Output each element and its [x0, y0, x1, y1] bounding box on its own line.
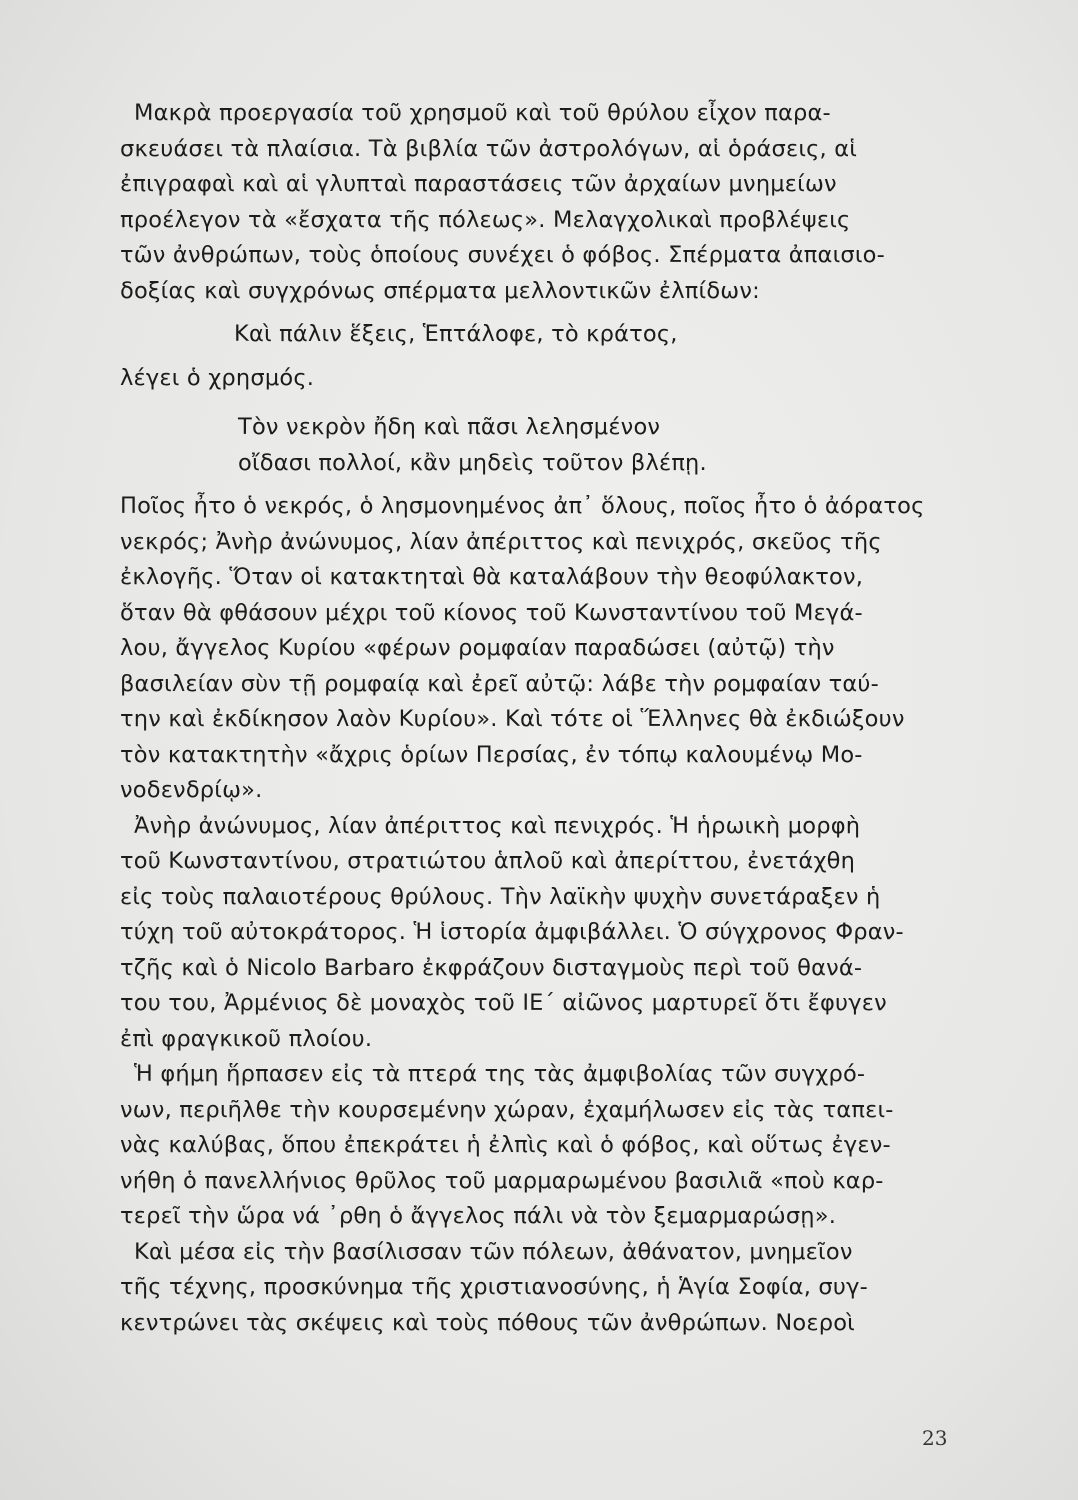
text-line: την καὶ ἐκδίκησον λαὸν Κυρίου». Καὶ τότε οἱ Ἕλληνες θὰ ἐκδιώξουν	[120, 706, 905, 732]
text-line: τζῆς καὶ ὁ Nicolo Barbaro ἐκφράζουν δισταγμοὺς περὶ τοῦ θανά-	[120, 954, 863, 981]
text-line: ἐπὶ φραγκικοῦ πλοίου.	[120, 1025, 373, 1052]
text-line: τὸν κατακτητὴν «ἄχρις ὁρίων Περσίας, ἐν τόπῳ καλουμένῳ Μο-	[120, 741, 863, 768]
text-line: λέγει ὁ χρησμός.	[120, 364, 315, 391]
text-line: σκευάσει τὰ πλαίσια. Τὰ βιβλία τῶν ἀστρολόγων, αἱ ὁράσεις, αἱ	[120, 135, 858, 162]
oracle-quote-line: Καὶ πάλιν ἕξεις, Ἑπτάλοφε, τὸ κράτος,	[234, 321, 678, 347]
text-line: βασιλείαν σὺν τῇ ρομφαίᾳ καὶ ἐρεῖ αὐτῷ: λάβε τὴν ρομφαίαν ταύ-	[120, 670, 879, 697]
text-line: νήθη ὁ πανελλήνιος θρῦλος τοῦ μαρμαρωμένου βασιλιᾶ «ποὺ καρ-	[120, 1167, 884, 1194]
text-line: ἐκλογῆς. Ὅταν οἱ κατακτηταὶ θὰ καταλάβουν τὴν θεοφύλακτον,	[120, 564, 864, 590]
text-line: νων, περιῆλθε τὴν κουρσεμένην χώραν, ἐχαμήλωσεν εἰς τὰς ταπει-	[120, 1096, 894, 1123]
paragraph-1	[120, 96, 938, 309]
text-line: νοδενδρίῳ».	[120, 777, 263, 803]
body-text	[120, 96, 938, 1341]
text-line: Καὶ μέσα εἰς τὴν βασίλισσαν τῶν πόλεων, ἀθάνατον, μνημεῖον	[134, 1238, 853, 1265]
text-line: τῶν ἀνθρώπων, τοὺς ὁποίους συνέχει ὁ φόβος. Σπέρματα ἀπαισιο-	[120, 242, 885, 268]
text-line: Ποῖος ἦτο ὁ νεκρός, ὁ λησμονημένος ἀπ᾽ ὅλους, ποῖος ἦτο ὁ ἀόρατος	[120, 493, 925, 519]
text-line: τύχη τοῦ αὐτοκράτορος. Ἡ ἱστορία ἀμφιβάλλει. Ὁ σύγχρονος Φραν-	[120, 919, 904, 945]
text-line: δοξίας καὶ συγχρόνως σπέρματα μελλοντικῶν ἐλπίδων:	[120, 277, 760, 304]
text-line: εἰς τοὺς παλαιοτέρους θρύλους. Τὴν λαϊκὴν ψυχὴν συνετάραξεν ἡ	[120, 883, 881, 910]
verse-quote	[120, 410, 938, 481]
text-line: ἐπιγραφαὶ καὶ αἱ γλυπταὶ παραστάσεις τῶν ἀρχαίων μνημείων	[120, 171, 837, 197]
paragraph-3	[120, 809, 938, 1058]
paragraph-5	[120, 1235, 938, 1342]
text-line: τῆς τέχνης, προσκύνημα τῆς χριστιανοσύνης, ἡ Ἁγία Σοφία, συγ-	[120, 1274, 868, 1300]
text-line: νεκρός; Ἀνὴρ ἀνώνυμος, λίαν ἀπέριττος καὶ πενιχρός, σκεῦος τῆς	[120, 528, 882, 555]
verse-line: οἴδασι πολλοί, κἂν μηδεὶς τοῦτον βλέπῃ.	[238, 449, 707, 476]
text-line: κεντρώνει τὰς σκέψεις καὶ τοὺς πόθους τῶν ἀνθρώπων. Νοεροὶ	[120, 1309, 855, 1336]
text-line: τοῦ Κωνσταντίνου, στρατιώτου ἁπλοῦ καὶ ἀπερίττου, ἐνετάχθη	[120, 848, 856, 874]
text-line: ὅταν θὰ φθάσουν μέχρι τοῦ κίονος τοῦ Κωνσταντίνου τοῦ Μεγά-	[120, 599, 863, 626]
text-line: λου, ἄγγελος Κυρίου «φέρων ρομφαίαν παραδώσει (αὐτῷ) τὴν	[120, 635, 835, 661]
paragraph-4	[120, 1057, 938, 1235]
text-line: νὰς καλύβας, ὅπου ἐπεκράτει ἡ ἐλπὶς καὶ ὁ φόβος, καὶ οὕτως ἐγεν-	[120, 1132, 891, 1158]
page-number: 23	[922, 1426, 948, 1450]
text-line: Ἡ φήμη ἥρπασεν εἰς τὰ πτερά της τὰς ἀμφιβολίας τῶν συγχρό-	[134, 1061, 866, 1087]
text-line: Μακρὰ προεργασία τοῦ χρησμοῦ καὶ τοῦ θρύλου εἶχον παρα-	[134, 100, 831, 126]
verse-line: Τὸν νεκρὸν ἤδη καὶ πᾶσι λελησμένον	[238, 414, 661, 440]
text-line: του του, Ἀρμένιος δὲ μοναχὸς τοῦ ΙΕ´ αἰῶνος μαρτυρεῖ ὅτι ἔφυγεν	[120, 990, 887, 1016]
text-line: προέλεγον τὰ «ἔσχατα τῆς πόλεως». Μελαγχολικαὶ προβλέψεις	[120, 206, 851, 233]
paragraph-2	[120, 489, 938, 809]
text-line: Ἀνὴρ ἀνώνυμος, λίαν ἀπέριττος καὶ πενιχρός. Ἡ ἡρωικὴ μορφὴ	[134, 812, 861, 839]
text-line: τερεῖ τὴν ὥρα νά ᾽ρθη ὁ ἄγγελος πάλι νὰ τὸν ξεμαρμαρώσῃ».	[120, 1203, 837, 1229]
